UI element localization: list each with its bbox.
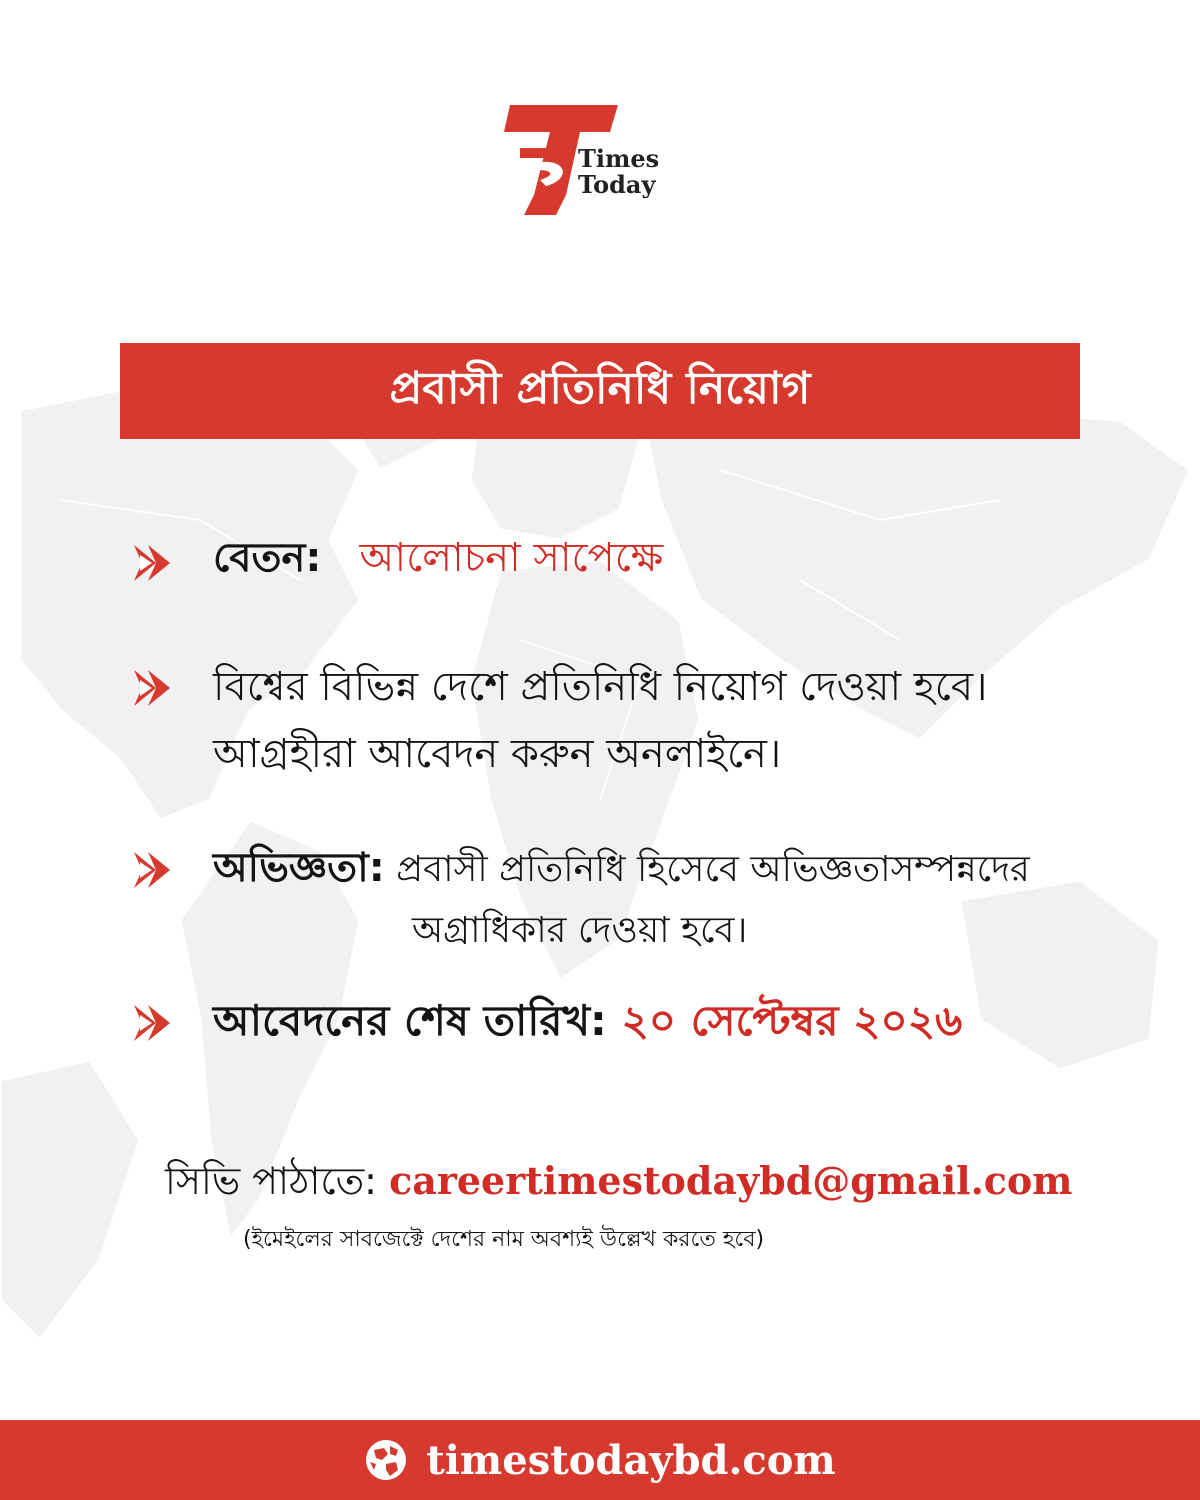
cv-email-link[interactable]: careertimestodaybd@gmail.com: [389, 1158, 1073, 1203]
salary-label: বেতন:: [213, 535, 322, 581]
cv-row: [165, 1152, 1073, 1216]
times-today-logo: [500, 100, 670, 220]
chevron-bullet-icon: [132, 666, 176, 710]
chevron-bullet-icon: [132, 541, 176, 585]
experience-text-2: অগ্রাধিকার দেওয়া হবে।: [412, 910, 748, 951]
salary-row: [213, 533, 663, 583]
logo-word-times: Times: [578, 144, 660, 173]
experience-label: অভিজ্ঞতা:: [213, 845, 385, 891]
deadline-row: [213, 996, 962, 1046]
description-line-1: বিশ্বের বিভিন্ন দেশে প্রতিনিধি নিয়োগ দেওয়া হবে।: [213, 664, 988, 710]
logo-word-today: Today: [578, 170, 656, 199]
deadline-label: আবেদনের শেষ তারিখ:: [213, 996, 607, 1045]
website-link[interactable]: timestodaybd.com: [426, 1436, 836, 1484]
cv-label: সিভি পাঠাতে:: [165, 1159, 377, 1203]
footer-bar: [0, 1420, 1200, 1500]
experience-row: [213, 843, 1030, 895]
globe-icon: [364, 1438, 408, 1482]
description-line-2: আগ্রহীরা আবেদন করুন অনলাইনে।: [213, 731, 782, 777]
deadline-value: ২০ সেপ্টেম্বর ২০২৬: [621, 996, 963, 1045]
headline-banner: [120, 343, 1080, 439]
salary-value: আলোচনা সাপেক্ষে: [359, 535, 664, 581]
subject-note: (ইমেইলের সাবজেক্টে দেশের নাম অবশ্যই উল্লেখ করতে হবে): [243, 1227, 765, 1252]
chevron-bullet-icon: [132, 848, 176, 892]
experience-text-1: প্রবাসী প্রতিনিধি হিসেবে অভিজ্ঞতাসম্পন্নদের: [396, 849, 1030, 890]
banner-title: প্রবাসী প্রতিনিধি নিয়োগ: [389, 362, 811, 414]
chevron-bullet-icon: [132, 1001, 176, 1045]
